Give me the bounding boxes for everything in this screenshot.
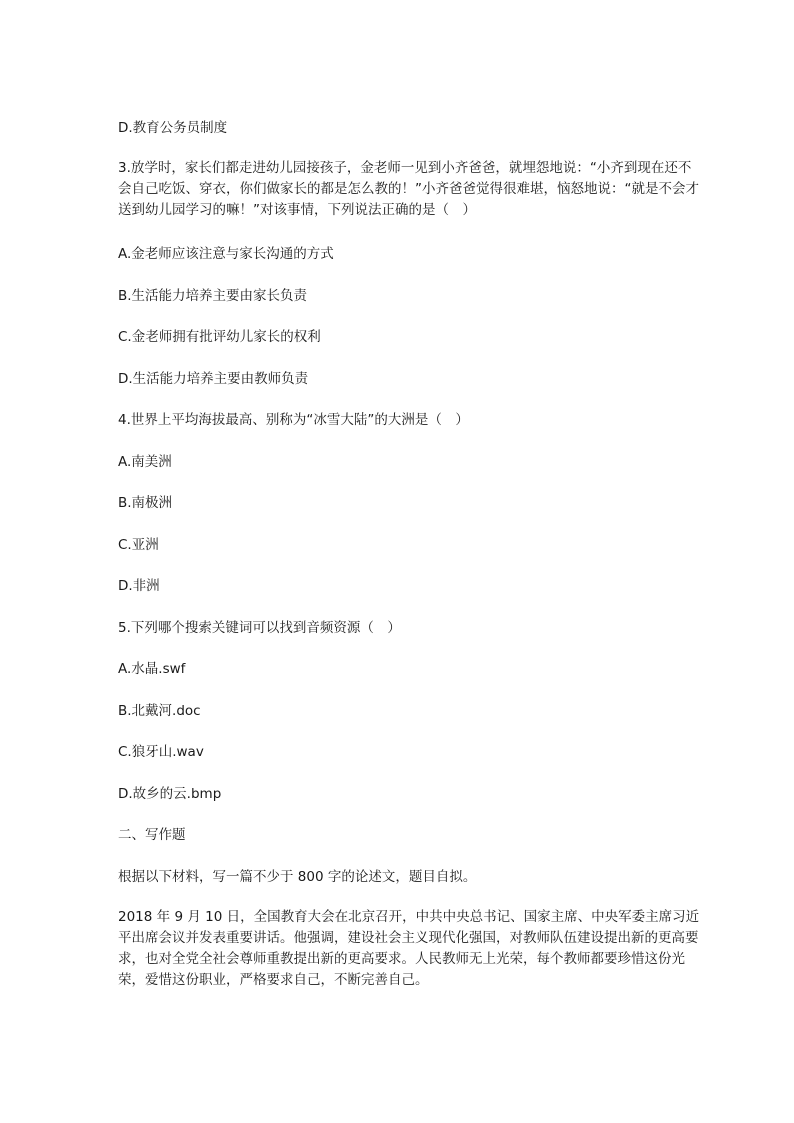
question-3-option-d: D.生活能力培养主要由教师负责 bbox=[118, 371, 309, 387]
question-4-option-c: C.亚洲 bbox=[118, 537, 159, 553]
question-3-option-b: B.生活能力培养主要由家长负责 bbox=[118, 288, 308, 304]
question-5-option-a: A.水晶.swf bbox=[118, 661, 186, 677]
question-5-option-c: C.狼牙山.wav bbox=[118, 744, 204, 760]
question-4-option-d: D.非洲 bbox=[118, 578, 160, 594]
question-5-option-b: B.北戴河.doc bbox=[118, 703, 201, 719]
section-2-instruction: 根据以下材料，写一篇不少于 800 字的论述文，题目自拟。 bbox=[118, 869, 477, 885]
question-3-stem: 3.放学时，家长们都走进幼儿园接孩子，金老师一见到小齐爸爸，就埋怨地说：“小齐到现在还不会自己吃饭、穿衣，你们做家长的都是怎么教的！”小齐爸爸觉得很难堪，恼怒地说：“就是不会才送到幼儿园学习的嘛！”对该事情，下列说法正确的是（ ） bbox=[118, 160, 699, 218]
question-4-option-a: A.南美洲 bbox=[118, 454, 172, 470]
question-4-option-b: B.南极洲 bbox=[118, 495, 173, 511]
section-2-heading: 二、写作题 bbox=[118, 827, 186, 843]
question-3-option-a: A.金老师应该注意与家长沟通的方式 bbox=[118, 246, 334, 262]
prev-question-option-d: D.教育公务员制度 bbox=[118, 120, 228, 136]
section-2-material: 2018 年 9 月 10 日，全国教育大会在北京召开，中共中央总书记、国家主席、中央军委主席习近平出席会议并发表重要讲话。他强调，建设社会主义现代化强国，对教师队伍建设提出新的更高要求，也对全党全社会尊师重教提出新的更高要求。人民教师无上光荣，每个教师都要珍惜这份光荣，爱惜这份职业，严格要求自己，不断完善自己。 bbox=[118, 909, 700, 988]
question-4-stem: 4.世界上平均海拔最高、别称为“冰雪大陆”的大洲是（ ） bbox=[118, 412, 469, 428]
question-5-option-d: D.故乡的云.bmp bbox=[118, 786, 222, 802]
question-5-stem: 5.下列哪个搜索关键词可以找到音频资源（ ） bbox=[118, 620, 401, 636]
question-3-option-c: C.金老师拥有批评幼儿家长的权利 bbox=[118, 329, 321, 345]
